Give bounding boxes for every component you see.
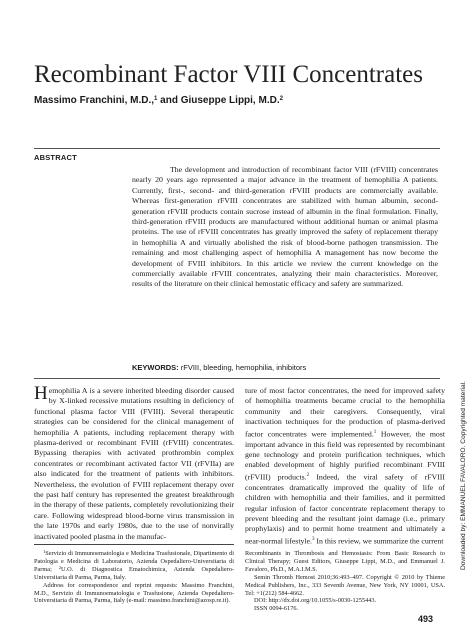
issn-footnote: ISSN 0094-6176.: [254, 605, 299, 613]
page-number: 493: [418, 614, 434, 624]
footnotes-right: [245, 550, 445, 613]
author-name: and Giuseppe Lippi, M.D.: [157, 95, 280, 106]
keywords-label: KEYWORDS:: [132, 363, 179, 372]
download-notice: [459, 150, 469, 570]
body-column-left: [34, 383, 234, 542]
issue-footnote: Recombinants in Thrombosis and Hemostasis: From Basic Research to Clinical Therapy; Guest Editors, Giuseppe Lippi, M.D., and Emmanuel J. Favaloro, Ph.D., M.A.I.M.S.: [245, 550, 445, 573]
doi-footnote: DOI: http://dx.doi.org/10.1055/s-0030-1255443.: [254, 597, 377, 605]
body-paragraph: [245, 386, 445, 547]
affiliation-marker: 2: [279, 96, 283, 102]
reference-marker: 3: [311, 536, 315, 542]
affiliation-marker: 2: [58, 564, 62, 570]
abstract-heading: ABSTRACT: [34, 153, 77, 162]
citation-footnote: Semin Thromb Hemost 2010;36:493–497. Copyright © 2010 by Thieme Medical Publishers, Inc., 333 Seventh Avenue, New York, NY 10001, USA. Tel: +1(212) 584-4662.: [245, 573, 445, 597]
body-paragraph: [34, 383, 234, 542]
paragraph-text: ture of most factor concentrates, the need for improved safety of hemophilia treatments became crucial to the hemophilia community and their caregivers. Consequently, viral inactivation techniques for the production of plasma-derived factor concentrates were implemented.: [245, 386, 445, 439]
reference-marker: 1: [373, 429, 377, 435]
keywords-text: rFVIII, bleeding, hemophilia, inhibitors: [178, 363, 307, 372]
paragraph-text: In this review, we summarize the current: [314, 536, 444, 546]
affiliation-marker: 1: [43, 549, 46, 554]
reference-marker: 2: [306, 472, 310, 478]
drop-cap: H: [34, 383, 48, 404]
abstract-top-rule: [34, 148, 440, 149]
paragraph-text: Indeed, the viral safety of rFVIII concentrates dramatically improved the quality of life of children with hemophilia and their families, and it permitted regular infusion of factor concentrate replacement therapy to prevent bleeding and the resultant joint damage (i.e., primary prophylaxis) and to permit home treatment and ultimately a near-normal lifestyle.: [245, 472, 445, 546]
abstract-text: The development and introduction of recombinant factor VIII (rFVIII) concentrates nearly 20 years ago represented a major advance in the treatment of hemophilia A patients. Currently, first-, second- and third-generation rFVIII products are commercially available. Whereas first-generation rFVIII concentrates are stabilized with human albumin, second-generation rFVIII products contain sucrose instead of albumin in the final formulation. Finally, third-generation rFVIII products are manufactured without additional human or animal plasma proteins. The use of rFVIII concentrates has greatly improved the safety of replacement therapy in hemophilia A and virtually abolished the risk of blood-borne pathogen transmission. The remaining and most challenging aspect of hemophilia A management has now become the development of FVIII inhibitors. In this article we review the current knowledge on the commercially available rFVIII concentrates, analyzing their main characteristics. Moreover, results of the literature on their clinical hemostatic efficacy and safety are summarized.: [132, 165, 438, 289]
footnote-text: Servizio di Immunoematologia e Medicina Trasfusionale, Dipartimento di Patologia e Medicina di Laboratorio, Azienda Ospedaliero-Universitaria di Parma;: [34, 550, 234, 573]
author-line: [34, 95, 434, 107]
affiliation-footnote: [34, 550, 234, 582]
keywords-line: [132, 363, 438, 372]
abstract-bottom-rule: [34, 378, 440, 379]
paragraph-text: emophilia A is a severe inherited bleeding disorder caused by X-linked recessive mutations resulting in deficiency of functional plasma factor VIII (FVIII). Several therapeutic strategies can be considered for the clinical management of hemophilia A patients, including replacement therapy with plasma-derived or recombinant FVIII (rFVIII) concentrates. Bypassing therapies with activated prothrombin complex concentrates or recombinant activated factor VII (rFVIIa) are also indicated for the treatment of patients with inhibitors. Nevertheless, the evolution of FVIII replacement therapy over the past half century has represented the greatest breakthrough in the therapy of these patients, completely revolutionizing their care. Following widespread blood-borne virus transmission in the late 1970s and early 1980s, due to the use of nonvirally inactivated pooled plasma in the manufac-: [34, 386, 234, 541]
download-notice-text: Downloaded by: EMMANUEL FAVALORO. Copyrighted material.: [460, 381, 467, 570]
correspondence-footnote: Address for correspondence and reprint requests: Massimo Franchini, M.D., Servizio di Immunoematologia e Trasfusione, Azienda Ospedaliero-Universitaria di Parma, Parma, Italy (e-mail: massimo.franchini@azosp.re.it).: [34, 581, 234, 605]
footnote-text: U.O. di Diagnostica Ematochimica, Azienda Ospedaliero-Universitaria di Parma, Parma, Italy.: [34, 565, 234, 581]
footnote-rule: [34, 544, 234, 545]
article-title: Recombinant Factor VIII Concentrates: [34, 61, 424, 88]
paragraph-text: However, the most important advance in this field was represented by recombinant gene technology and protein purification techniques, which enabled development of highly purified recombinant FVIII (rFVIII) products.: [245, 429, 446, 482]
author-name: Massimo Franchini, M.D.,: [34, 95, 155, 106]
affiliation-marker: 1: [154, 96, 158, 102]
body-column-right: [245, 386, 445, 547]
footnotes-left: [34, 550, 234, 605]
